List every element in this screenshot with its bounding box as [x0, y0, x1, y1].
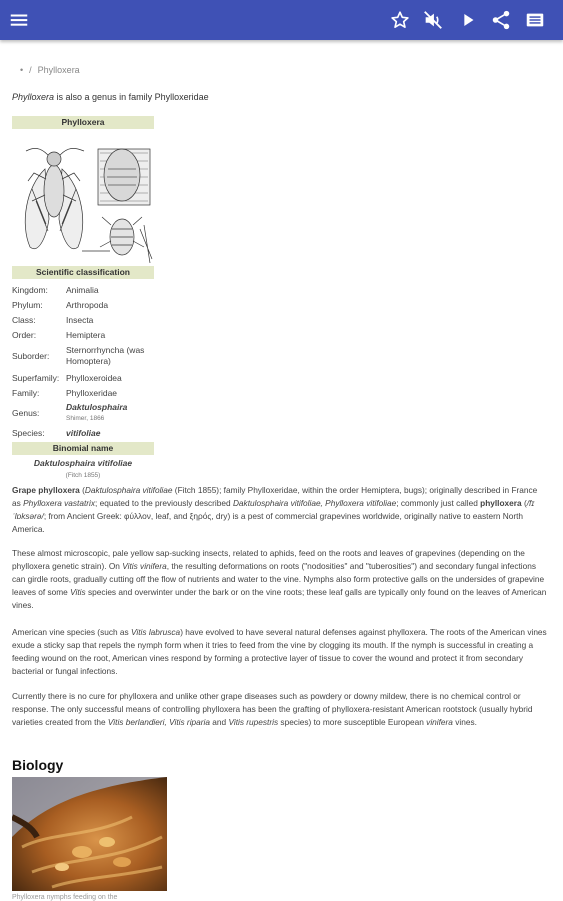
- share-icon[interactable]: [490, 9, 512, 31]
- star-icon[interactable]: [389, 9, 411, 31]
- p1-text: ; equated to the previously described: [95, 498, 233, 508]
- taxon-row: [12, 370, 154, 385]
- volume-off-icon[interactable]: [422, 9, 444, 31]
- p1-italic: Daktulosphaira vitifoliae, Phylloxera vitifoliae: [232, 498, 397, 508]
- reader-icon[interactable]: [524, 9, 546, 31]
- taxon-key: Suborder:: [12, 351, 50, 361]
- paragraph-4: [12, 690, 548, 729]
- p1-pronunciation-link[interactable]: /fɪˈlɒksərə/: [12, 498, 535, 521]
- p1-text: (: [79, 485, 85, 495]
- taxon-value[interactable]: Hemiptera: [66, 329, 106, 340]
- taxon-key: Kingdom:: [12, 284, 48, 295]
- taxon-key: Superfamily:: [12, 372, 60, 383]
- breadcrumb-separator: /: [29, 65, 32, 75]
- taxon-value[interactable]: Phylloxeridae: [66, 387, 118, 398]
- genus-authority: Shimer, 1866: [66, 415, 105, 422]
- genus-value[interactable]: Daktulosphaira: [66, 402, 128, 412]
- intro-text: [12, 92, 209, 102]
- taxon-key: Order:: [12, 329, 37, 340]
- infobox-illustration[interactable]: [12, 129, 154, 266]
- p2-text: These almost microscopic, pale yellow sap-sucking insects, related to aphids, feed on the roots and leaves of grapevines (depending on the phylloxera genetic strain). On: [12, 548, 525, 571]
- p2-text: , the resulting deformations on roots ("nodosities" and "tuberosities") and secondary fungal infections can girdle roots, gradually cutting off the flow of nutrients and water to the vine. Nymphs also form protective galls on the undersides of grapevine leaves of some: [12, 561, 545, 597]
- taxon-row-genus: [12, 400, 154, 426]
- taxon-row: [12, 297, 154, 312]
- p4-italic[interactable]: vinifera: [426, 717, 453, 727]
- breadcrumb-current: Phylloxera: [37, 65, 80, 75]
- intro-rest: is also a genus in family Phylloxeridae: [54, 92, 209, 102]
- p3-text: ) have evolved to have several natural defenses against phylloxera. The roots of the American vines exude a sticky sap that repels the nymph form when it tries to feed from the vine by clogging its mouth. If the nymph is successful in creating a feeding wound on the root, American vines respond by forming a protective layer of tissue to cover the wound and protect it from secondary bacterial or fungal infections.: [12, 627, 547, 676]
- biology-photo-caption: Phylloxera nymphs feeding on the: [12, 894, 118, 901]
- p1-text: ; from Ancient Greek: φύλλον, leaf, and ξηρός, dry) is a pest of commercial grapevines worldwide, originally native to eastern North America.: [12, 511, 524, 534]
- app-bar: [0, 0, 563, 40]
- infobox-title: Phylloxera: [12, 116, 154, 129]
- p1-text: ; commonly just called: [396, 498, 481, 508]
- phylloxera-drawing: [12, 129, 154, 266]
- section-heading-biology: Biology: [12, 757, 64, 773]
- taxon-row: [12, 282, 154, 297]
- breadcrumb-home[interactable]: •: [20, 65, 24, 75]
- phylloxera-nymphs-photo: [12, 777, 167, 891]
- p2-italic[interactable]: Vitis vinifera: [122, 561, 167, 571]
- taxon-key: Family:: [12, 387, 40, 398]
- play-icon[interactable]: [457, 9, 479, 31]
- p2-text: species and overwinter under the bark or on the vine roots; these leaf galls are typically only found on the leaves of American vines.: [12, 587, 547, 610]
- p4-italic[interactable]: Vitis rupestris: [228, 717, 279, 727]
- p4-text: vines.: [452, 717, 477, 727]
- taxon-row: [12, 385, 154, 400]
- scientific-classification-header: Scientific classification: [12, 266, 154, 279]
- taxon-value[interactable]: Sternorrhyncha (was Homoptera): [66, 345, 145, 366]
- p4-text: Currently there is no cure for phylloxera and unlike other grape diseases such as powdery or downy mildew, there is no chemical control or response. The only successful means of controlling phylloxera has been the grafting of phylloxera-resistant American rootstock (usually hybrid varieties created from the: [12, 691, 533, 727]
- menu-icon[interactable]: [8, 9, 30, 31]
- taxon-value[interactable]: Arthropoda: [66, 299, 109, 310]
- p1-text: (Fitch 1855); family Phylloxeridae, within the order Hemiptera, bugs); originally described in France as: [12, 485, 538, 508]
- taxon-key: Genus:: [12, 408, 40, 418]
- p4-text: and: [210, 717, 229, 727]
- binomial-authority: (Fitch 1855): [65, 472, 101, 479]
- species-value: vitifoliae: [66, 428, 101, 438]
- taxon-row: [12, 312, 154, 327]
- taxon-row-species: [12, 426, 154, 440]
- infobox: [12, 116, 154, 481]
- taxon-row: [12, 327, 154, 342]
- paragraph-1: [12, 484, 548, 536]
- p4-text: species) to more susceptible European: [278, 717, 427, 727]
- binomial-name-header: Binomial name: [12, 442, 154, 455]
- p1-term: phylloxera: [480, 498, 522, 508]
- taxon-value[interactable]: Phylloxeroidea: [66, 372, 122, 383]
- p4-italic[interactable]: Vitis berlandieri, Vitis riparia: [107, 717, 210, 727]
- paragraph-3: [12, 626, 548, 678]
- p1-text: (: [521, 498, 527, 508]
- taxon-key: Phylum:: [12, 299, 43, 310]
- breadcrumb: [20, 65, 80, 75]
- p1-italic[interactable]: Daktulosphaira vitifoliae: [84, 485, 173, 495]
- taxon-value[interactable]: Insecta: [66, 314, 94, 325]
- p3-italic[interactable]: Vitis labrusca: [130, 627, 181, 637]
- p2-italic[interactable]: Vitis: [70, 587, 86, 597]
- taxon-key: Species:: [12, 428, 45, 438]
- intro-genus: Phylloxera: [12, 92, 55, 102]
- taxon-key: Class:: [12, 314, 36, 325]
- taxon-value[interactable]: Animalia: [66, 284, 99, 295]
- p1-term: Grape phylloxera: [12, 485, 80, 495]
- taxon-row: [12, 342, 154, 370]
- binomial-name: Daktulosphaira vitifoliae: [33, 458, 133, 468]
- paragraph-2: [12, 547, 548, 612]
- biology-photo[interactable]: [12, 777, 167, 891]
- p3-text: American vine species (such as: [12, 627, 131, 637]
- p1-italic: Phylloxera vastatrix: [23, 498, 96, 508]
